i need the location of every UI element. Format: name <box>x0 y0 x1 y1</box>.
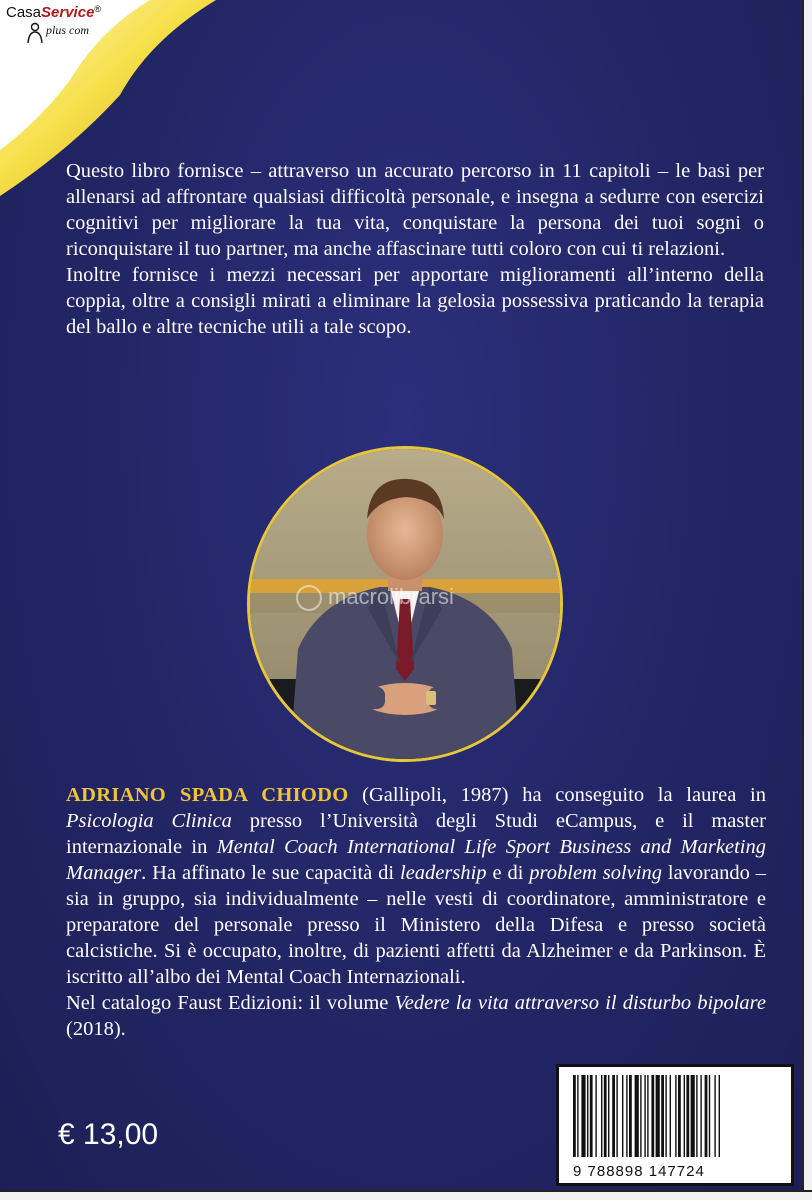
book-blurb <box>66 158 764 340</box>
logo-registered: ® <box>94 4 102 14</box>
blurb-paragraph-2: Inoltre fornisce i mezzi necessari per apportare miglioramenti all’interno della coppia, oltre a consigli mirati a eliminare la gelosia possessiva praticando la terapia del ballo e altre tecniche utili a tale scopo. <box>66 264 764 338</box>
logo-subtitle: plus com <box>46 23 89 37</box>
bio-text: (2018). <box>66 1018 126 1040</box>
author-name: ADRIANO SPADA CHIODO <box>66 784 349 806</box>
barcode-icon <box>559 1067 791 1161</box>
person-icon <box>26 22 44 44</box>
isbn-barcode <box>556 1064 794 1186</box>
bio-paragraph-1 <box>66 782 766 990</box>
bio-text: Nel catalogo Faust Edizioni: il volume <box>66 992 395 1014</box>
bio-italic: Mental Coach International Life Sport Business and Marketing Manager <box>66 836 766 884</box>
blurb-paragraph-1: Questo libro fornisce – attraverso un accurato percorso in 11 capitoli – le basi per allenarsi ad affrontare qualsiasi difficoltà personale, e insegna a sedurre con esercizi cognitivi per migliorare la tua vita, conquistare la persona dei tuoi sogni o riconquistare il tuo partner, ma anche affascinare tutti coloro con cui ti relazioni. <box>66 160 764 260</box>
bio-italic: problem solving <box>529 862 662 884</box>
logo-service: Service <box>41 4 95 21</box>
watermark-text: macrolibrarsi <box>328 584 454 609</box>
bio-text: presso l’Università degli Studi eCampus, e il master internazionale in <box>66 810 766 858</box>
bio-text: e di <box>486 862 530 884</box>
bio-text: lavorando – sia in gruppo, sia individualmente – nelle vesti di coordinatore, amministratore e preparatore del personale presso il Ministero della Difesa e presso società calcistiche. Si è occupato, inoltre, di pazienti affetti da Alzheimer e da Parkinson. È iscritto all’albo dei Mental Coach Internazionali. <box>66 862 766 988</box>
watermark <box>296 584 546 620</box>
bio-text: (Gallipoli, 1987) ha conseguito la laurea in <box>348 784 766 806</box>
bio-italic: Vedere la vita attraverso il disturbo bipolare <box>394 992 767 1014</box>
bio-italic: Psicologia Clinica <box>66 810 232 832</box>
casaservice-logo <box>6 4 126 50</box>
bio-italic: leadership <box>400 862 487 884</box>
isbn-number: 9 788898 147724 <box>573 1163 705 1180</box>
bio-paragraph-2 <box>66 990 766 1042</box>
watermark-logo-icon <box>296 585 322 611</box>
bio-text: . Ha affinato le sue capacità di <box>141 862 401 884</box>
scan-border-bottom <box>0 1190 812 1200</box>
scan-border-right <box>802 0 812 1200</box>
author-bio <box>66 782 766 1042</box>
logo-casa: Casa <box>6 4 42 21</box>
price-label: € 13,00 <box>58 1118 159 1151</box>
